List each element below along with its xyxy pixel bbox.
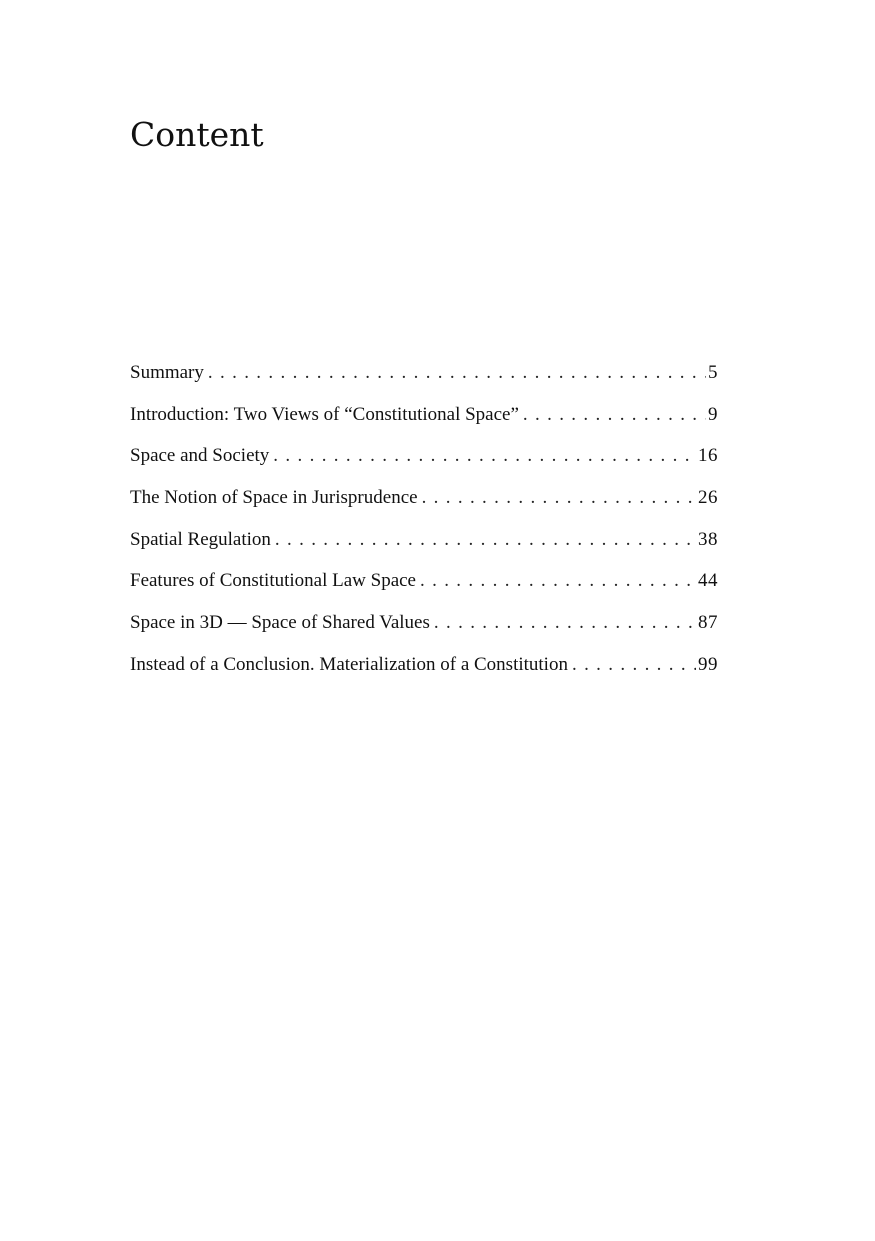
toc-page-number: 16 xyxy=(698,445,718,467)
page-title: Content xyxy=(130,115,264,154)
toc-entry-space-and-society[interactable] xyxy=(130,443,718,485)
toc-entry-instead-of-a-conclusion[interactable] xyxy=(130,652,718,694)
toc-page-number: 5 xyxy=(708,362,718,383)
toc-entry-introduction[interactable] xyxy=(130,402,718,444)
toc-entry-label: The Notion of Space in Jurisprudence xyxy=(130,487,418,509)
toc-entry-label: Space and Society xyxy=(130,445,270,467)
toc-entry-features-of-constitutional-law-space[interactable] xyxy=(130,568,718,610)
toc-dot-leader xyxy=(420,568,696,594)
toc-entry-label: Spatial Regulation xyxy=(130,528,271,550)
toc-entry-label: Instead of a Conclusion. Materialization of a Constitution xyxy=(130,653,568,675)
toc-dot-leader xyxy=(523,402,706,428)
toc-entry-notion-of-space[interactable] xyxy=(130,485,718,527)
toc-entry-label: Space in 3D — Space of Shared Values xyxy=(130,612,430,634)
toc-page-number: 87 xyxy=(698,612,718,634)
toc-dot-leader xyxy=(275,527,696,553)
toc-entry-summary[interactable] xyxy=(130,360,718,402)
toc-dot-leader xyxy=(572,652,696,678)
toc-entry-label: Introduction: Two Views of “Constitutional Space” xyxy=(130,403,519,425)
toc-entry-space-in-3d[interactable] xyxy=(130,610,718,652)
toc-dot-leader xyxy=(434,610,696,636)
toc-dot-leader xyxy=(273,443,696,469)
toc-dot-leader xyxy=(422,485,696,511)
toc-page-number: 99 xyxy=(698,653,718,675)
toc-entry-spatial-regulation[interactable] xyxy=(130,527,718,569)
toc-page-number: 26 xyxy=(698,487,718,509)
table-of-contents xyxy=(130,360,718,694)
toc-page-number: 38 xyxy=(698,528,718,550)
toc-page-number: 9 xyxy=(708,403,718,425)
toc-dot-leader xyxy=(208,360,706,386)
toc-entry-label: Summary xyxy=(130,362,204,383)
toc-page-number: 44 xyxy=(698,570,718,592)
toc-entry-label: Features of Constitutional Law Space xyxy=(130,570,416,592)
